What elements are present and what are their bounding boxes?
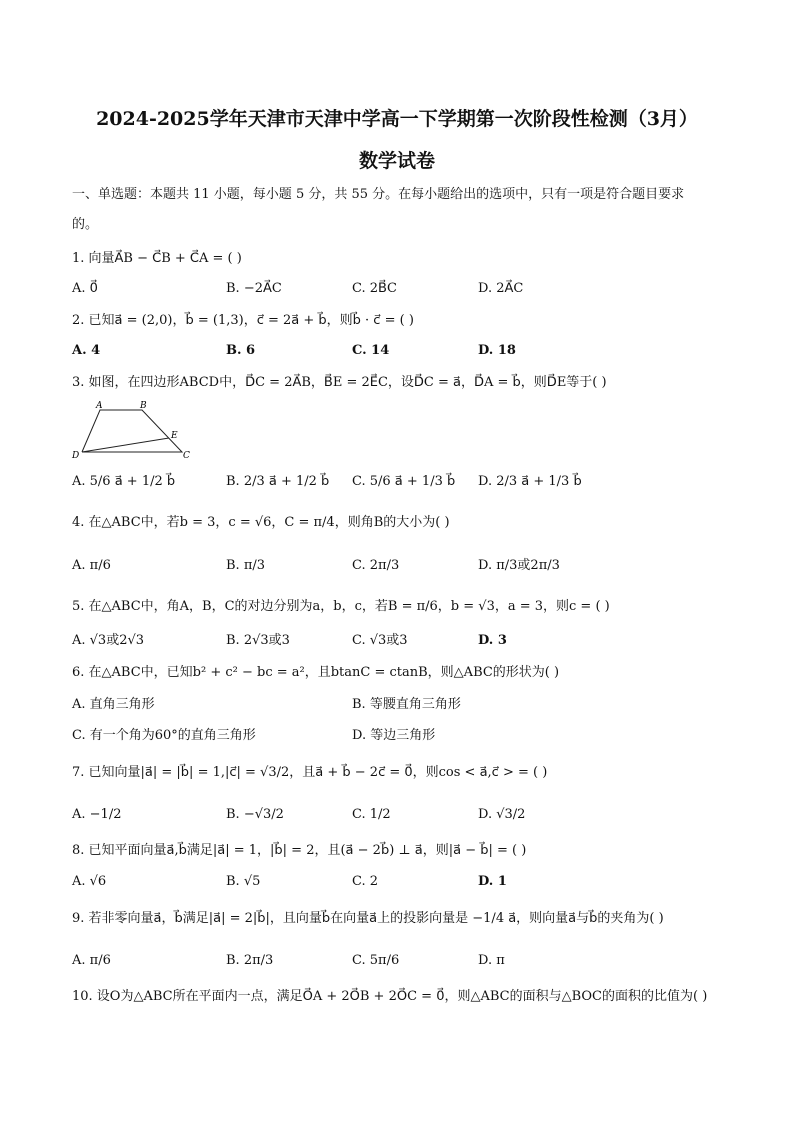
q5-option-d: D. 3	[478, 633, 507, 648]
q9-option-c: C. 5π/6	[352, 953, 400, 968]
q4-option-c: C. 2π/3	[352, 558, 400, 573]
question-10-stem: 10. 设O为△ABC所在平面内一点，满足O⃗A + 2O⃗B + 2O⃗C = 0⃗，则△ABC的面积与△BOC的面积的比值为( )	[72, 989, 708, 1004]
q6-option-a: A. 直角三角形	[72, 697, 155, 712]
question-5-stem: 5. 在△ABC中，角A，B，C的对边分别为a，b，c，若B = π/6，b = √3，a = 3，则c = ( )	[72, 599, 610, 614]
q2-option-b: B. 6	[226, 343, 256, 358]
q7-option-a: A. −1/2	[72, 807, 122, 822]
question-9-stem: 9. 若非零向量a⃗，b⃗满足|a⃗| = 2|b⃗|，且向量b⃗在向量a⃗上的投影向量是 −1/4 a⃗，则向量a⃗与b⃗的夹角为( )	[72, 911, 664, 926]
q1-option-b: B. −2A⃗C	[226, 281, 282, 296]
figure-label-b: B	[140, 401, 147, 411]
q5-option-b: B. 2√3或3	[226, 633, 290, 648]
q1-option-c: C. 2B⃗C	[352, 281, 397, 296]
q2-option-a: A. 4	[72, 343, 101, 358]
q2-option-c: C. 14	[352, 343, 390, 358]
question-2-stem: 2. 已知a⃗ = (2,0)，b⃗ = (1,3)，c⃗ = 2a⃗ + b⃗，则b⃗ · c⃗ = ( )	[72, 313, 414, 328]
section-instructions-cont: 的。	[72, 217, 99, 232]
q7-option-c: C. 1/2	[352, 807, 391, 822]
q7-option-d: D. √3/2	[478, 807, 526, 822]
exam-title: 2024-2025学年天津市天津中学高一下学期第一次阶段性检测（3月）	[96, 108, 698, 130]
q5-option-c: C. √3或3	[352, 633, 408, 648]
q1-option-a: A. 0⃗	[72, 281, 98, 296]
q8-option-d: D. 1	[478, 874, 507, 889]
q1-option-d: D. 2A⃗C	[478, 281, 524, 296]
question-6-stem: 6. 在△ABC中，已知b² + c² − bc = a²，且btanC = ctanB，则△ABC的形状为( )	[72, 665, 560, 680]
q4-option-b: B. π/3	[226, 558, 266, 573]
quadrilateral-figure	[70, 398, 200, 460]
q6-option-c: C. 有一个角为60°的直角三角形	[72, 728, 256, 743]
question-1-stem: 1. 向量A⃗B − C⃗B + C⃗A = ( )	[72, 251, 242, 266]
q9-option-a: A. π/6	[72, 953, 111, 968]
question-8-stem: 8. 已知平面向量a⃗,b⃗满足|a⃗| = 1，|b⃗| = 2，且(a⃗ − 2b⃗) ⊥ a⃗，则|a⃗ − b⃗| = ( )	[72, 843, 527, 858]
question-7-stem: 7. 已知向量|a⃗| = |b⃗| = 1,|c⃗| = √3/2，且a⃗ + b⃗ − 2c⃗ = 0⃗，则cos < a⃗,c⃗ > = ( )	[72, 765, 548, 780]
section-instructions: 一、单选题：本题共 11 小题，每小题 5 分，共 55 分。在每小题给出的选项中，只有一项是符合题目要求	[72, 187, 685, 202]
q5-option-a: A. √3或2√3	[72, 633, 145, 648]
q9-option-b: B. 2π/3	[226, 953, 274, 968]
q4-option-a: A. π/6	[72, 558, 111, 573]
figure-label-c: C	[183, 451, 190, 460]
q2-option-d: D. 18	[478, 343, 516, 358]
q6-option-d: D. 等边三角形	[352, 728, 436, 743]
q3-option-a: A. 5/6 a⃗ + 1/2 b⃗	[72, 474, 176, 489]
question-3-stem: 3. 如图，在四边形ABCD中，D⃗C = 2A⃗B，B⃗E = 2E⃗C，设D⃗C = a⃗，D⃗A = b⃗，则D⃗E等于( )	[72, 375, 607, 390]
q8-option-a: A. √6	[72, 874, 107, 889]
q7-option-b: B. −√3/2	[226, 807, 284, 822]
q4-option-d: D. π/3或2π/3	[478, 558, 560, 573]
q3-option-b: B. 2/3 a⃗ + 1/2 b⃗	[226, 474, 330, 489]
q3-option-c: C. 5/6 a⃗ + 1/3 b⃗	[352, 474, 456, 489]
figure-label-a: A	[96, 401, 103, 411]
q8-option-b: B. √5	[226, 874, 261, 889]
figure-label-d: D	[72, 451, 80, 460]
q9-option-d: D. π	[478, 953, 505, 968]
q8-option-c: C. 2	[352, 874, 379, 889]
q3-option-d: D. 2/3 a⃗ + 1/3 b⃗	[478, 474, 582, 489]
exam-subtitle: 数学试卷	[358, 150, 435, 172]
q6-option-b: B. 等腰直角三角形	[352, 697, 461, 712]
question-4-stem: 4. 在△ABC中，若b = 3，c = √6，C = π/4，则角B的大小为( )	[72, 515, 450, 530]
figure-label-e: E	[171, 431, 178, 441]
